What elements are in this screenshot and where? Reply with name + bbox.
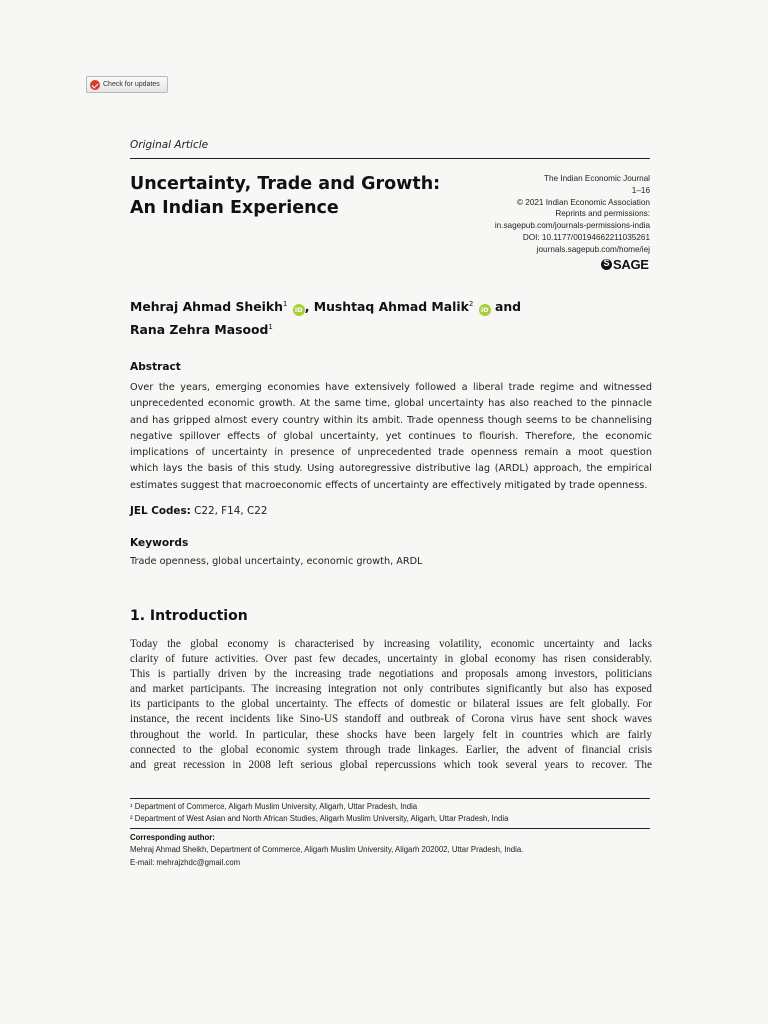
footnote: ² Department of West Asian and North African Studies, Aligarh Muslim University, Aligarh, Uttar Pradesh, India <box>130 814 509 823</box>
affiliation-footnotes <box>130 801 508 825</box>
abstract-line: implications of uncertainty in presence of unprecedented trade openness remain a moot question <box>130 447 652 459</box>
abstract-line: and has gripped almost every country within its ambit. Trade openness though seems to be channelising <box>130 414 652 426</box>
introduction-body <box>130 637 652 773</box>
check-for-updates-badge[interactable] <box>86 76 168 93</box>
author-name: Rana Zehra Masood <box>130 322 269 338</box>
corresponding-email[interactable]: E-mail: mehrajzhdc@gmail.com <box>130 857 241 867</box>
article-type: Original Article <box>130 139 209 151</box>
doi[interactable]: DOI: 10.1177/00194662211035261 <box>522 232 650 242</box>
abstract-line: Over the years, emerging economies have extensively followed a liberal trade regime and witnessed <box>130 382 652 393</box>
jel-values: C22, F14, C22 <box>190 505 268 517</box>
body-line: throughout the world. In particular, these shocks have been largely felt in countries which are fairly <box>130 728 652 741</box>
jel-codes <box>130 505 267 517</box>
author-separator: , <box>304 299 314 315</box>
body-line: connected to the global economic system through trade linkages. Earlier, the advent of financial crisis <box>130 743 652 756</box>
corresponding-author <box>130 832 523 869</box>
affiliation-mark: 1 <box>268 323 273 332</box>
body-line: and great recession in 2008 left serious global repercussions which took several years to recover. The <box>130 758 652 771</box>
abstract-line: which lays the basis of this study. Using autoregressive distributive lag (ARDL) approach, the empirical <box>130 463 652 475</box>
body-line: clarity of future activities. Over past few decades, uncertainty in global economy has risen considerably. <box>130 653 652 666</box>
body-line: This is partially driven by the increasing trade negotiations and proposals among investors, politicians <box>130 668 652 681</box>
journal-homepage-link[interactable]: journals.sagepub.com/home/iej <box>536 244 650 254</box>
author-list <box>130 294 650 340</box>
correspondence-rule <box>130 828 650 829</box>
corresponding-address: Mehraj Ahmad Sheikh, Department of Commerce, Aligarh Muslim University, Aligarh 202002, Uttar Pradesh, India. <box>130 845 524 855</box>
title-line: Uncertainty, Trade and Growth: <box>130 174 441 194</box>
sage-logo <box>601 257 649 272</box>
footnote-rule <box>130 798 650 799</box>
author-name: Mehraj Ahmad Sheikh <box>130 299 283 315</box>
sage-logo-icon <box>601 259 612 270</box>
author-name: Mushtaq Ahmad Malik <box>313 299 469 315</box>
affiliation-mark: 1 <box>282 300 288 308</box>
keywords-heading: Keywords <box>130 537 189 549</box>
body-line: and market participants. The increasing integration not only contributes significantly but also has exposed <box>130 683 652 696</box>
keywords-list: Trade openness, global uncertainty, economic growth, ARDL <box>130 556 423 567</box>
journal-name: The Indian Economic Journal <box>543 174 650 183</box>
abstract-line: unprecedented economic growth. At the same time, global uncertainty has also reached to the pinnacle <box>130 398 652 410</box>
copyright: © 2021 Indian Economic Association <box>516 197 650 207</box>
author-and: and <box>490 299 522 315</box>
abstract-line: estimates suggest that macroeconomic effects of uncertainty are effectively mitigated by trade openness. <box>130 479 648 491</box>
affiliation-mark: 2 <box>468 300 474 308</box>
abstract-line: negative spillover effects of global uncertainty, yet continues to flourish. Therefore, the economic <box>130 430 652 442</box>
orcid-icon[interactable]: iD <box>293 304 305 316</box>
check-updates-icon <box>90 80 100 90</box>
title-line: An Indian Experience <box>130 198 339 218</box>
body-line: instance, the recent incidents like Sino-US standoff and outbreak of Corona virus have sent shock waves <box>130 713 652 726</box>
permissions-label: Reprints and permissions: <box>555 209 650 219</box>
abstract-heading: Abstract <box>130 361 181 373</box>
sage-logo-text: SAGE <box>613 257 649 272</box>
section-heading: 1. Introduction <box>130 608 248 624</box>
page-range: 1–16 <box>631 185 650 195</box>
check-updates-label: Check for updates <box>103 81 160 88</box>
corresponding-heading: Corresponding author: <box>130 833 215 842</box>
permissions-link[interactable]: in.sagepub.com/journals-permissions-india <box>494 221 650 231</box>
body-line: its participants to the global uncertainty. The effects of domestic or bilateral issues are felt globally. For <box>130 698 652 711</box>
body-line: Today the global economy is characterised by increasing volatility, economic uncertainty and lacks <box>130 638 652 650</box>
header-rule <box>130 158 650 159</box>
journal-meta <box>390 173 650 256</box>
footnote: ¹ Department of Commerce, Aligarh Muslim University, Aligarh, Uttar Pradesh, India <box>130 802 418 811</box>
jel-label: JEL Codes: <box>130 505 191 517</box>
abstract-body <box>130 380 652 494</box>
orcid-icon[interactable]: iD <box>479 304 491 316</box>
